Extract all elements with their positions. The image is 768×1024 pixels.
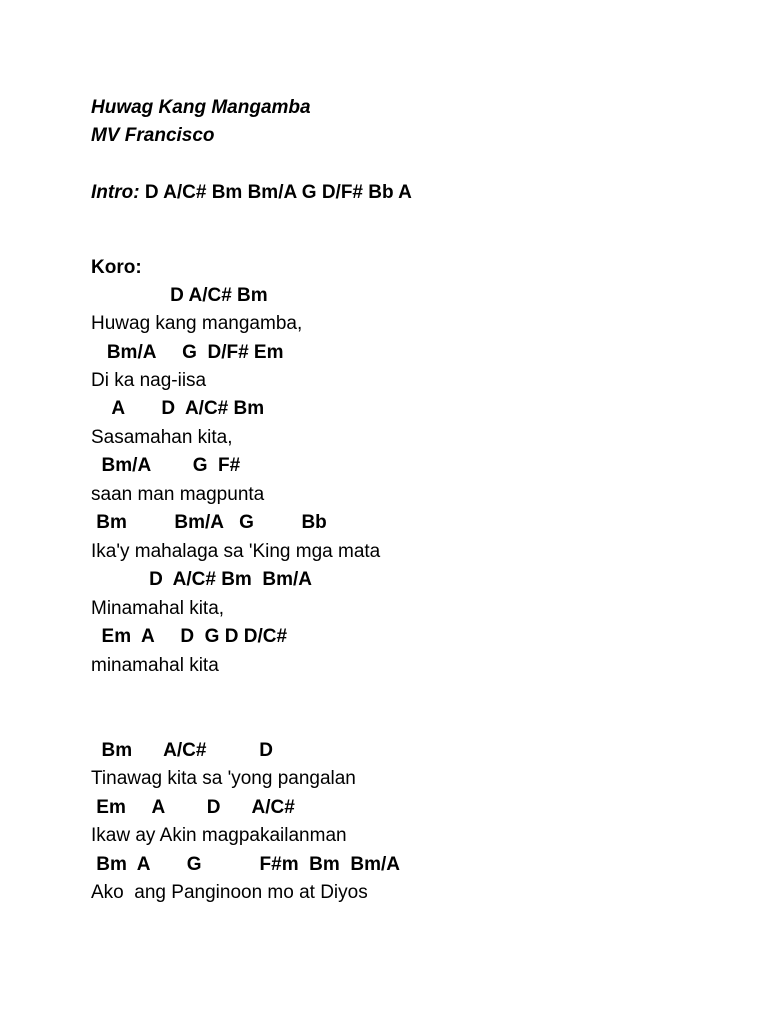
chord-line: Em A D A/C#: [91, 797, 295, 818]
lyric-line: Huwag kang mangamba,: [91, 313, 303, 334]
lyric-line: Sasamahan kita,: [91, 427, 233, 448]
lyric-line: Ako ang Panginoon mo at Diyos: [91, 882, 368, 903]
chord-line: D A/C# Bm Bm/A: [91, 569, 312, 590]
lyric-line: saan man magpunta: [91, 484, 265, 505]
chord-line: Bm/A G F#: [91, 455, 241, 476]
intro-chords: D A/C# Bm Bm/A G D/F# Bb A: [139, 182, 412, 203]
lyric-line: Di ka nag-iisa: [91, 370, 207, 391]
song-title: Huwag Kang Mangamba: [91, 97, 311, 118]
chord-line: Bm A G F#m Bm Bm/A: [91, 854, 400, 875]
chord-line: D A/C# Bm: [91, 285, 268, 306]
lyric-line: Tinawag kita sa 'yong pangalan: [91, 768, 356, 789]
chord-line: Em A D G D D/C#: [91, 626, 288, 647]
lyric-line: minamahal kita: [91, 655, 219, 676]
intro-label: Intro:: [91, 182, 140, 203]
chord-line: A D A/C# Bm: [91, 398, 265, 419]
lyric-line: Ikaw ay Akin magpakailanman: [91, 825, 347, 846]
song-artist: MV Francisco: [91, 125, 215, 146]
chord-line: Bm Bm/A G Bb: [91, 512, 327, 533]
intro-line: [91, 182, 412, 204]
chord-line: Bm A/C# D: [91, 740, 273, 761]
lyric-line: Minamahal kita,: [91, 598, 225, 619]
lyric-line: Ika'y mahalaga sa 'King mga mata: [91, 541, 381, 562]
koro-label: Koro:: [91, 257, 142, 278]
chord-line: Bm/A G D/F# Em: [91, 342, 284, 363]
